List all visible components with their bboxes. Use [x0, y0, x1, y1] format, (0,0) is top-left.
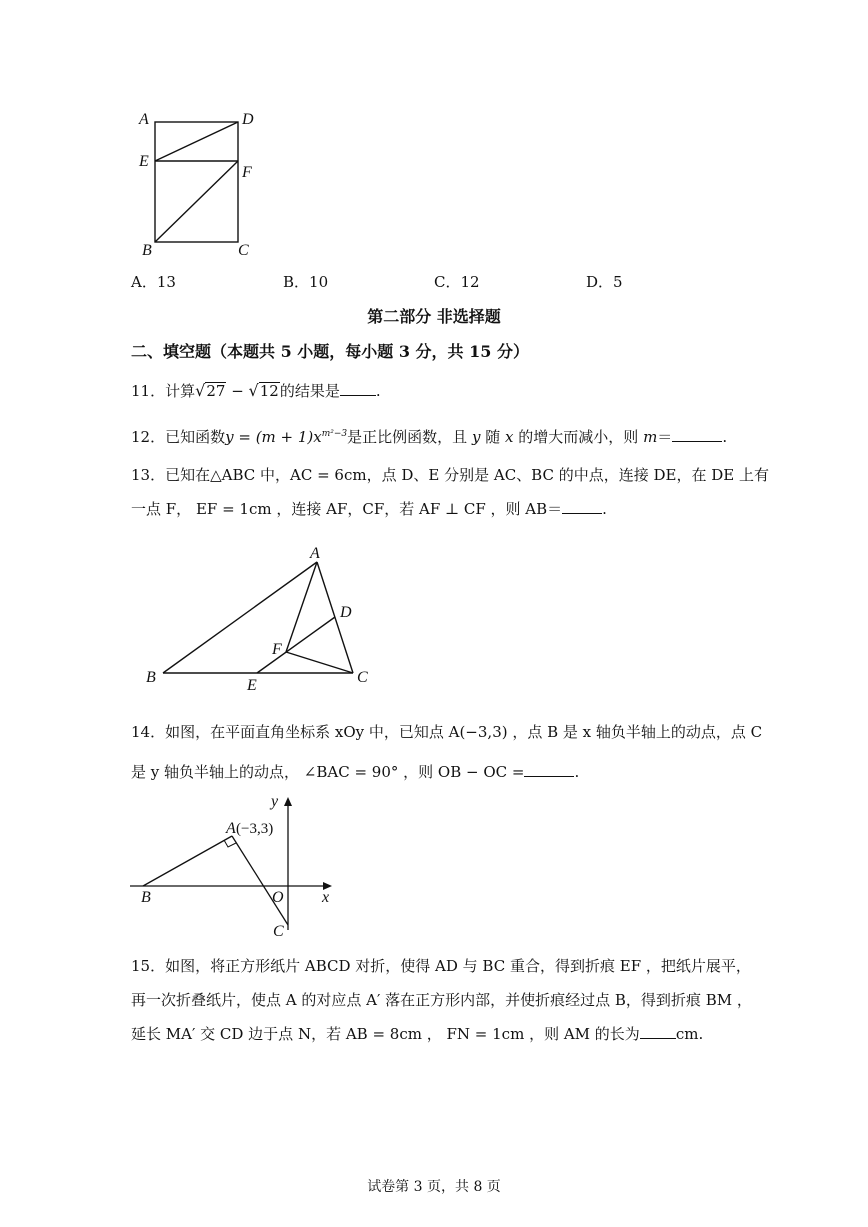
question-13-line-2 [131, 499, 607, 519]
rectangle-figure [130, 105, 270, 265]
question-14-line-1: 14．如图，在平面直角坐标系 xOy 中，已知点 A(−3,3) ，点 B 是 x 轴负半轴上的动点，点 C [131, 723, 763, 741]
question-13-line-1: 13．已知在△ABC 中，AC = 6cm，点 D、E 分别是 AC、BC 的中点，连接 DE，在 DE 上有 [131, 466, 769, 484]
label-y: y [271, 793, 279, 810]
label-B: B [142, 242, 152, 259]
q15-line3-text: 延长 MA′ 交 CD 边于点 N，若 AB = 8cm ， FN = 1cm ，则 AM 的长为 [131, 1025, 640, 1043]
label-D: D [340, 604, 352, 621]
q11-radicand-2: 12 [259, 382, 279, 400]
q11-pre: 计算 [165, 382, 196, 400]
q12-answer-blank[interactable] [672, 427, 722, 442]
option-c: C．12 [434, 273, 480, 291]
label-A-coord: (−3,3) [236, 821, 274, 837]
label-F: F [272, 641, 282, 658]
label-C: C [273, 923, 284, 940]
label-E: E [247, 677, 257, 694]
q12-end: . [722, 428, 728, 446]
question-15-line-1: 15．如图，将正方形纸片 ABCD 对折，使得 AD 与 BC 重合，得到折痕 EF ，把纸片展平， [131, 957, 751, 975]
q11-number: 11． [131, 382, 166, 400]
option-d: D．5 [586, 273, 623, 291]
page-footer: 试卷第 3 页，共 8 页 [367, 1179, 501, 1195]
triangle-figure [140, 540, 380, 695]
label-B: B [141, 889, 151, 906]
label-A: A [310, 545, 320, 562]
q13-answer-blank[interactable] [562, 499, 602, 514]
q12-number: 12． [131, 428, 166, 446]
question-14-line-2 [131, 762, 579, 782]
label-C: C [357, 669, 368, 686]
q15-answer-blank[interactable] [640, 1024, 676, 1039]
label-E: E [139, 153, 149, 170]
question-11: 11．计算√27 − √12的结果是 . [131, 381, 381, 400]
q12-function: y = (m + 1)x [225, 428, 322, 446]
q11-post: 的结果是 [279, 382, 340, 400]
q11-radicand-1: 27 [206, 382, 226, 400]
q12-post: 是正比例函数，且 [347, 428, 468, 446]
q13-line2-text: 一点 F， EF = 1cm ，连接 AF，CF，若 AF ⊥ CF ，则 AB＝ [131, 500, 563, 518]
label-A: A [139, 111, 149, 128]
q12-pre: 已知函数 [165, 428, 226, 446]
q11-minus: − [231, 382, 244, 400]
q12-mid1: 随 [485, 428, 501, 446]
section-title: 二、填空题（本题共 5 小题，每小题 3 分，共 15 分） [131, 342, 529, 361]
part-title: 第二部分 非选择题 [367, 307, 501, 326]
question-12 [131, 424, 727, 447]
q12-m: m [643, 428, 658, 446]
q12-y: y [471, 428, 481, 446]
q11-end: . [375, 382, 381, 400]
coordinate-figure [128, 790, 348, 945]
q14-line2-text: 是 y 轴负半轴上的动点， ∠BAC = 90° ，则 OB − OC = [131, 763, 525, 781]
q15-end: . [698, 1025, 704, 1043]
q14-end: . [574, 763, 580, 781]
label-D: D [242, 111, 254, 128]
q13-end: . [602, 500, 607, 518]
question-15-line-2: 再一次折叠纸片，使点 A 的对应点 A′ 落在正方形内部，并使折痕经过点 B，得到折痕 BM ， [131, 991, 752, 1009]
label-A: A [226, 820, 236, 837]
q15-unit: cm [675, 1025, 699, 1043]
q14-answer-blank[interactable] [524, 762, 574, 777]
option-b: B．10 [283, 273, 329, 291]
option-a: A．13 [131, 273, 176, 291]
q12-exponent: m²−3 [321, 429, 348, 439]
label-F: F [242, 164, 252, 181]
label-B: B [146, 669, 156, 686]
q12-x: x [505, 428, 514, 446]
label-x: x [322, 889, 330, 906]
label-C: C [238, 242, 249, 259]
q12-mid2: 的增大而减小，则 [518, 428, 639, 446]
q12-eq: ＝ [657, 428, 673, 446]
question-15-line-3 [131, 1024, 703, 1044]
q11-answer-blank[interactable] [340, 381, 376, 396]
label-O: O [272, 889, 284, 906]
